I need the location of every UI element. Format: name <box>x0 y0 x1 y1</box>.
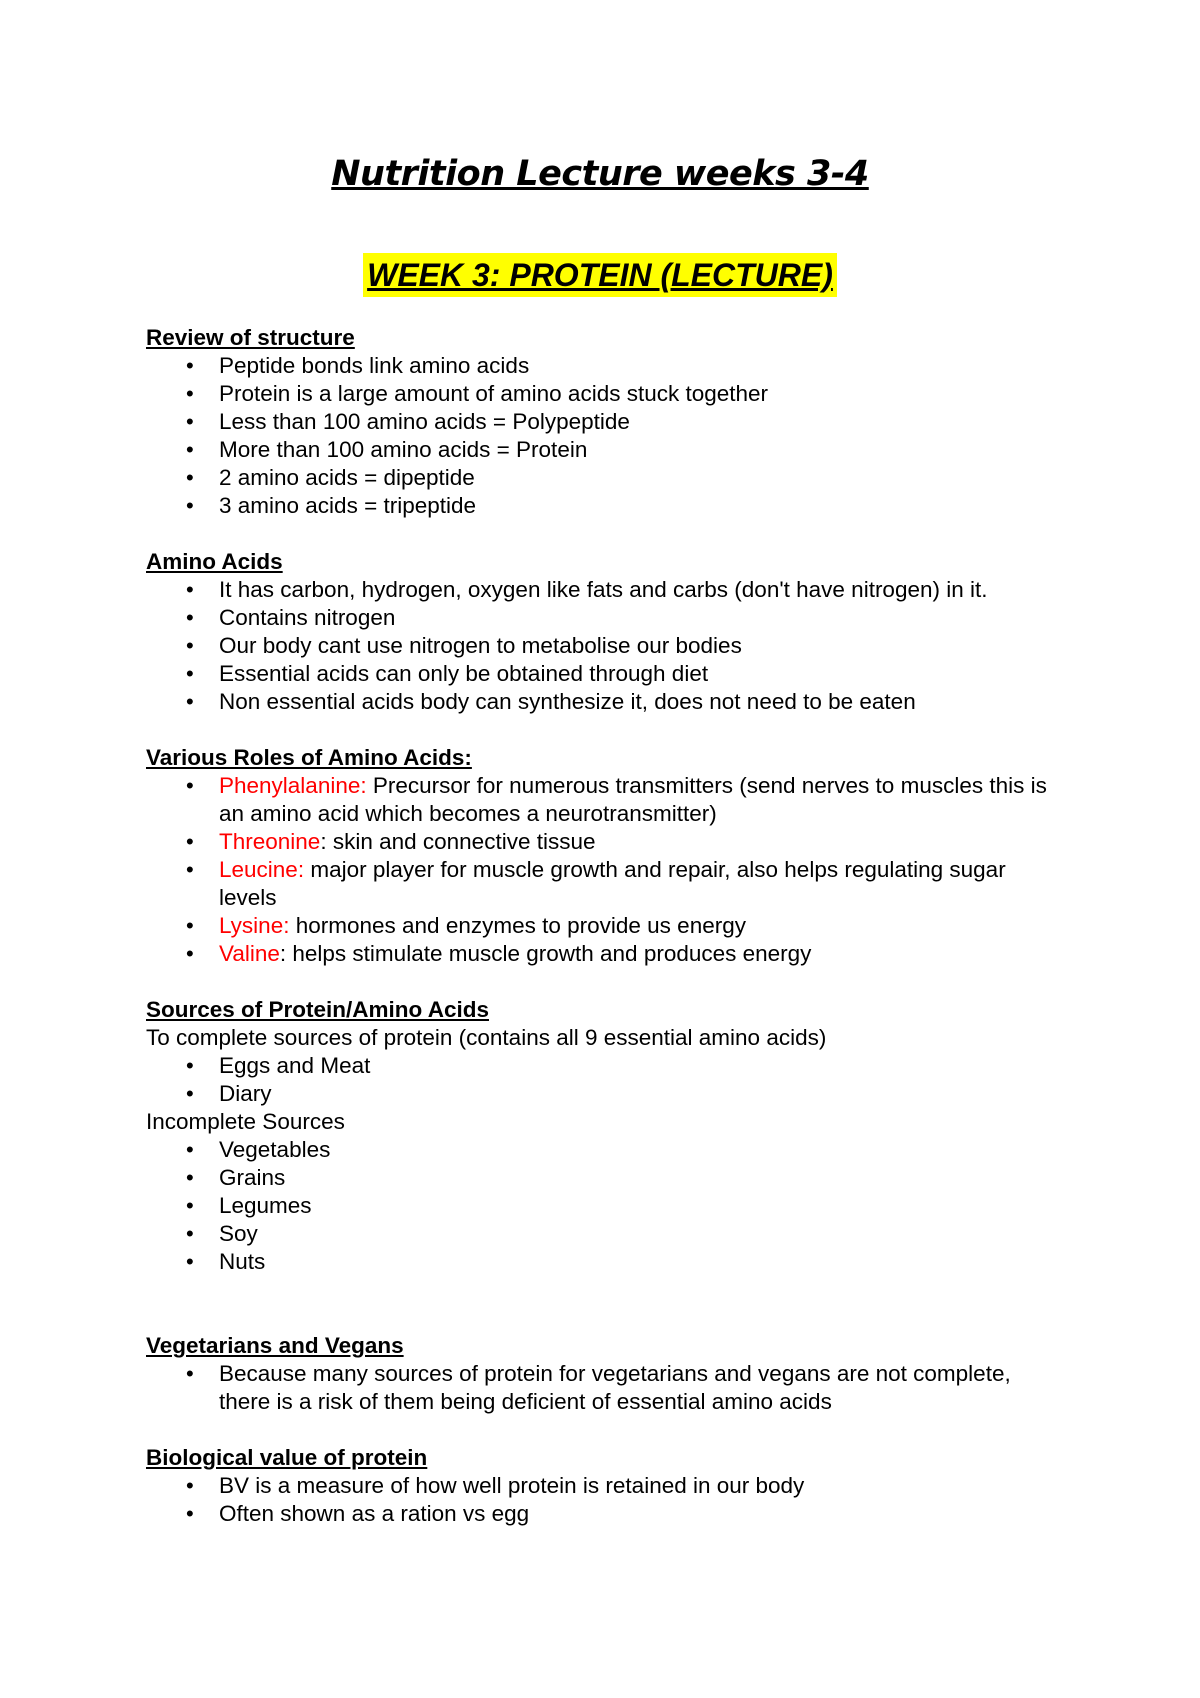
week-heading-wrap <box>0 253 1200 304</box>
amino-acid-term: Threonine <box>219 829 321 854</box>
review-list <box>146 352 1066 520</box>
document-body <box>146 324 1066 1528</box>
amino-acid-term: Valine <box>219 941 280 966</box>
list-item: • It has carbon, hydrogen, oxygen like fats and carbs (don't have nitrogen) in it. <box>186 577 988 602</box>
bullet-icon: • <box>186 1501 194 1526</box>
bullet-icon: • <box>186 661 194 686</box>
complete-sources-list <box>146 1052 1066 1108</box>
amino-acid-term: Lysine: <box>219 913 290 938</box>
list-item: • More than 100 amino acids = Protein <box>186 437 588 462</box>
biological-value-list <box>146 1472 1066 1528</box>
bullet-icon: • <box>186 633 194 658</box>
roles-list <box>146 772 1066 968</box>
list-item: • Vegetables <box>186 1137 331 1162</box>
complete-sources-intro: To complete sources of protein (contains all 9 essential amino acids) <box>146 1025 827 1050</box>
incomplete-sources-intro: Incomplete Sources <box>146 1109 345 1134</box>
list-item: • Eggs and Meat <box>186 1053 371 1078</box>
bullet-icon: • <box>186 941 194 966</box>
bullet-icon: • <box>186 381 194 406</box>
bullet-icon: • <box>186 1165 194 1190</box>
bullet-icon: • <box>186 1053 194 1078</box>
list-item: • Valine: helps stimulate muscle growth and produces energy <box>186 941 812 966</box>
bullet-icon: • <box>186 1473 194 1498</box>
spacer <box>146 1276 1066 1332</box>
list-item: • Diary <box>186 1081 272 1106</box>
list-item: • 3 amino acids = tripeptide <box>186 493 477 518</box>
list-item: • Non essential acids body can synthesize it, does not need to be eaten <box>186 689 916 714</box>
list-item: • 2 amino acids = dipeptide <box>186 465 475 490</box>
bullet-icon: • <box>186 577 194 602</box>
bullet-icon: • <box>186 1249 194 1274</box>
list-item: • Phenylalanine: Precursor for numerous transmitters (send nerves to muscles this is an amino acid which becomes a neurotransmitter) <box>186 773 1047 826</box>
list-item: • Less than 100 amino acids = Polypeptide <box>186 409 630 434</box>
amino-acids-list <box>146 576 1066 716</box>
bullet-icon: • <box>186 857 194 882</box>
bullet-icon: • <box>186 493 194 518</box>
bullet-icon: • <box>186 1221 194 1246</box>
amino-acid-term: Leucine: <box>219 857 305 882</box>
section-heading-sources: Sources of Protein/Amino Acids <box>146 997 489 1022</box>
section-heading-roles: Various Roles of Amino Acids: <box>146 745 472 770</box>
bullet-icon: • <box>186 829 194 854</box>
page-title: Nutrition Lecture weeks 3-4 <box>331 154 869 194</box>
list-item: • BV is a measure of how well protein is retained in our body <box>186 1473 805 1498</box>
section-heading-biological-value: Biological value of protein <box>146 1445 428 1470</box>
spacer <box>146 716 1066 744</box>
list-item: • Soy <box>186 1221 258 1246</box>
list-item: • Peptide bonds link amino acids <box>186 353 530 378</box>
week-heading: WEEK 3: PROTEIN (LECTURE) <box>363 253 837 297</box>
list-item: • Contains nitrogen <box>186 605 396 630</box>
section-heading-review: Review of structure <box>146 325 355 350</box>
list-item: • Grains <box>186 1165 286 1190</box>
incomplete-sources-list <box>146 1136 1066 1276</box>
bullet-icon: • <box>186 1081 194 1106</box>
section-heading-amino-acids: Amino Acids <box>146 549 283 574</box>
list-item: • Our body cant use nitrogen to metabolise our bodies <box>186 633 742 658</box>
bullet-icon: • <box>186 773 194 798</box>
list-item: • Often shown as a ration vs egg <box>186 1501 530 1526</box>
spacer <box>146 520 1066 548</box>
section-heading-vegetarians: Vegetarians and Vegans <box>146 1333 404 1358</box>
bullet-icon: • <box>186 1137 194 1162</box>
bullet-icon: • <box>186 913 194 938</box>
list-item: • Threonine: skin and connective tissue <box>186 829 596 854</box>
spacer <box>146 968 1066 996</box>
list-item: • Because many sources of protein for vegetarians and vegans are not complete, there is a risk of them being deficient of essential amino acids <box>186 1361 1011 1414</box>
spacer <box>146 1416 1066 1444</box>
bullet-icon: • <box>186 465 194 490</box>
list-item: • Essential acids can only be obtained through diet <box>186 661 709 686</box>
list-item: • Legumes <box>186 1193 312 1218</box>
amino-acid-term: Phenylalanine: <box>219 773 367 798</box>
bullet-icon: • <box>186 1193 194 1218</box>
bullet-icon: • <box>186 605 194 630</box>
list-item: • Leucine: major player for muscle growth and repair, also helps regulating sugar levels <box>186 857 1006 910</box>
bullet-icon: • <box>186 689 194 714</box>
list-item: • Nuts <box>186 1249 266 1274</box>
vegetarians-list <box>146 1360 1066 1416</box>
bullet-icon: • <box>186 353 194 378</box>
list-item: • Lysine: hormones and enzymes to provide us energy <box>186 913 746 938</box>
bullet-icon: • <box>186 437 194 462</box>
bullet-icon: • <box>186 1361 194 1386</box>
list-item: • Protein is a large amount of amino acids stuck together <box>186 381 769 406</box>
bullet-icon: • <box>186 409 194 434</box>
